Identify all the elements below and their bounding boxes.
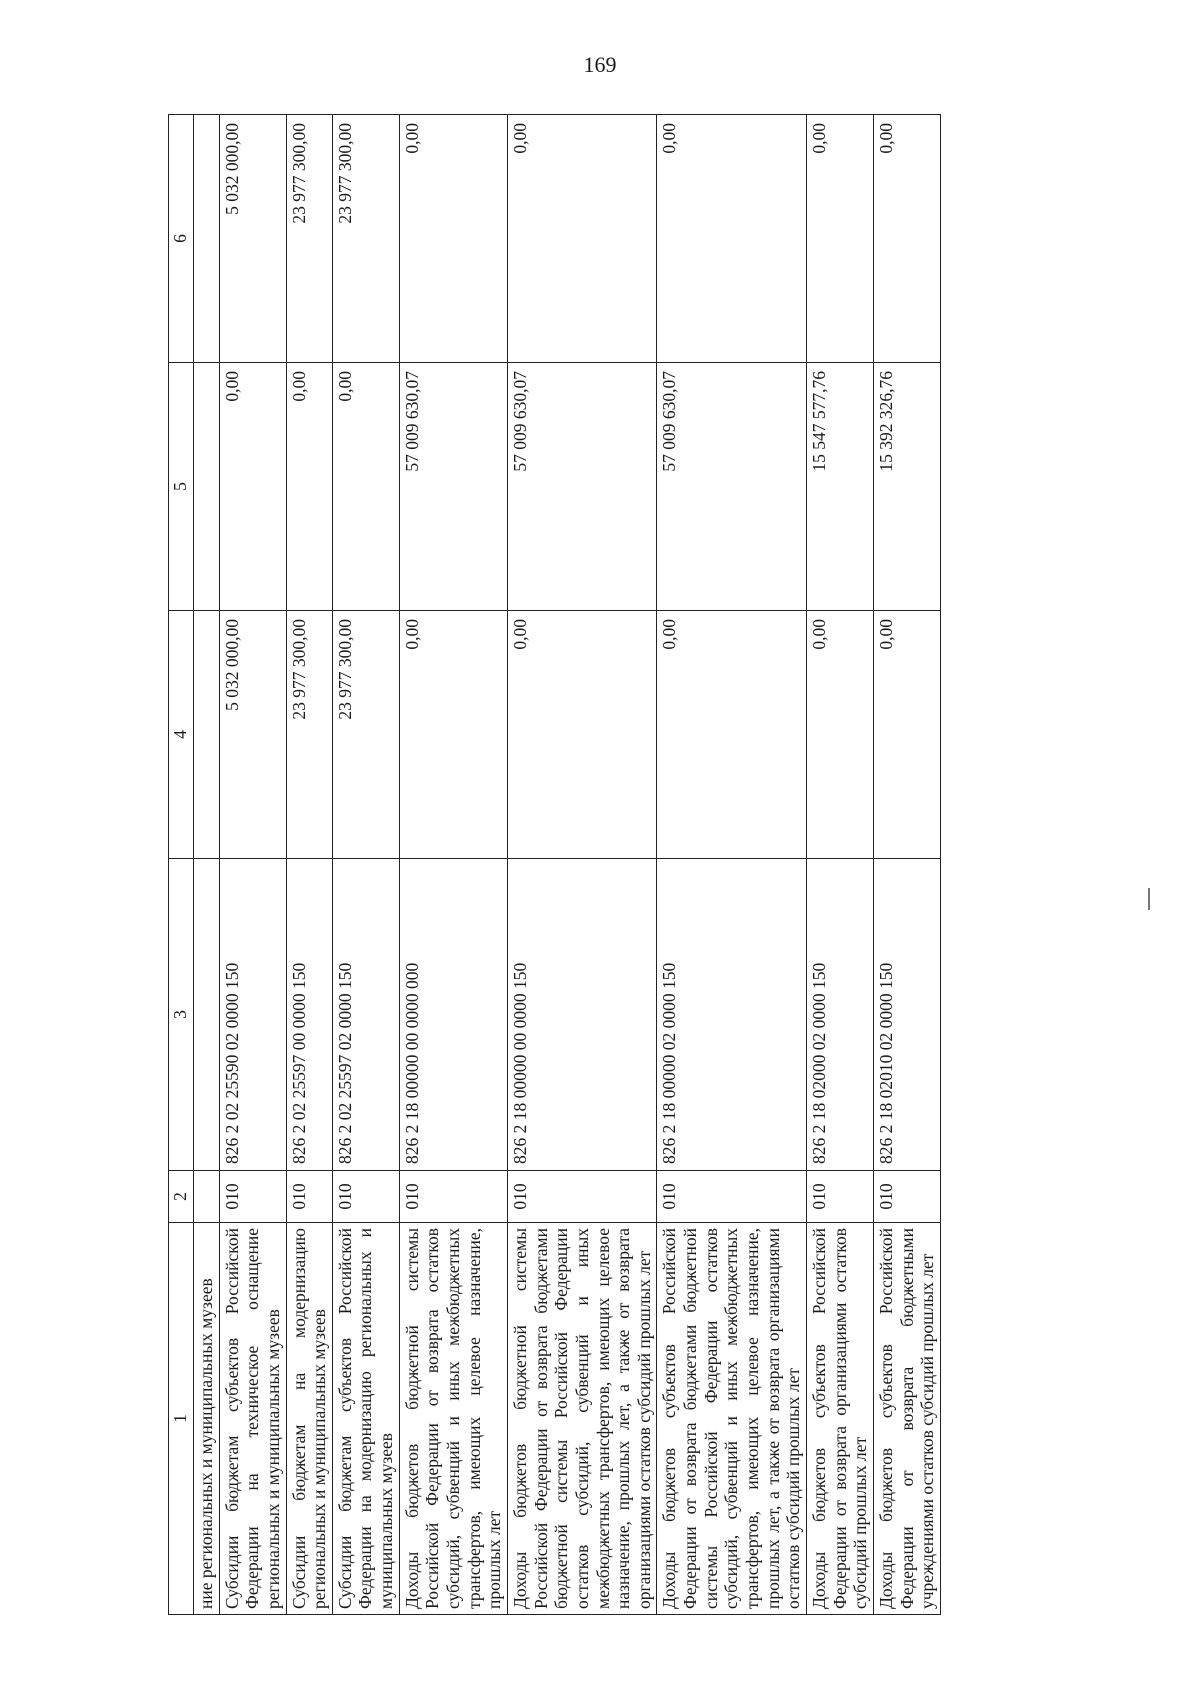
row-name: Субсидии бюджетам субъектов Российской Федерации на модернизацию региональных и муниципальных музеев	[332, 1223, 399, 1615]
col-header-6: 6	[169, 115, 194, 363]
row-name: Доходы бюджетов бюджетной системы Российской Федерации от возврата бюджетами бюджетной системы Российской Федерации остатков субсидий, субвенций и иных межбюджетных трансфертов, имеющих целевое назначение, прошлых лет, а также от возврата организациями остатков субсидий прошлых лет	[507, 1223, 656, 1615]
row-col6: 0,00	[657, 115, 806, 363]
row-col6: 0,00	[806, 115, 873, 363]
row-col5: 57 009 630,07	[657, 363, 806, 611]
row-kbk: 826 2 02 25597 00 0000 150	[286, 859, 332, 1171]
row-code: 010	[219, 1171, 286, 1223]
col-header-5: 5	[169, 363, 194, 611]
continuation-text: ние региональных и муниципальных музеев	[194, 1223, 220, 1615]
row-col4: 23 977 300,00	[332, 611, 399, 859]
continuation-row	[194, 115, 220, 1615]
row-code: 010	[332, 1171, 399, 1223]
row-code: 010	[806, 1171, 873, 1223]
row-col6: 0,00	[399, 115, 507, 363]
row-col6: 5 032 000,00	[219, 115, 286, 363]
row-col4: 0,00	[873, 611, 940, 859]
row-code: 010	[507, 1171, 656, 1223]
col-header-1: 1	[169, 1223, 194, 1615]
table-row	[286, 115, 332, 1615]
col-header-2: 2	[169, 1171, 194, 1223]
row-name: Доходы бюджетов бюджетной системы Российской Федерации от возврата остатков субсидий, субвенций и иных межбюджетных трансфертов, имеющих целевое назначение, прошлых лет	[399, 1223, 507, 1615]
table-row	[507, 115, 656, 1615]
col-header-3: 3	[169, 859, 194, 1171]
row-col5: 57 009 630,07	[507, 363, 656, 611]
row-kbk: 826 2 18 02010 02 0000 150	[873, 859, 940, 1171]
row-kbk: 826 2 18 00000 02 0000 150	[657, 859, 806, 1171]
row-col4: 0,00	[657, 611, 806, 859]
budget-table-rotated	[168, 115, 1108, 1615]
row-code: 010	[873, 1171, 940, 1223]
budget-table	[168, 114, 941, 1615]
table-row	[657, 115, 806, 1615]
row-kbk: 826 2 18 00000 00 0000 000	[399, 859, 507, 1171]
row-col6: 23 977 300,00	[332, 115, 399, 363]
row-col5: 0,00	[332, 363, 399, 611]
table-row	[219, 115, 286, 1615]
table-row	[332, 115, 399, 1615]
row-col6: 0,00	[507, 115, 656, 363]
table-row	[399, 115, 507, 1615]
row-kbk: 826 2 02 25590 02 0000 150	[219, 859, 286, 1171]
row-col5: 0,00	[219, 363, 286, 611]
header-row	[169, 115, 194, 1615]
row-kbk: 826 2 18 02000 02 0000 150	[806, 859, 873, 1171]
row-code: 010	[657, 1171, 806, 1223]
table-row	[873, 115, 940, 1615]
row-col5: 15 547 577,76	[806, 363, 873, 611]
page-number: 169	[583, 52, 617, 77]
row-name: Доходы бюджетов субъектов Российской Федерации от возврата бюджетными учреждениями остатков субсидий прошлых лет	[873, 1223, 940, 1615]
row-col6: 23 977 300,00	[286, 115, 332, 363]
row-name: Доходы бюджетов субъектов Российской Федерации от возврата бюджетами бюджетной системы Российской Федерации остатков субсидий, субвенций и иных межбюджетных трансфертов, имеющих целевое назначение, прошлых лет, а также от возврата организациями остатков субсидий прошлых лет	[657, 1223, 806, 1615]
scan-mark	[1148, 888, 1150, 910]
row-col4: 0,00	[507, 611, 656, 859]
row-col5: 57 009 630,07	[399, 363, 507, 611]
row-code: 010	[286, 1171, 332, 1223]
row-col4: 0,00	[806, 611, 873, 859]
row-kbk: 826 2 02 25597 02 0000 150	[332, 859, 399, 1171]
col-header-4: 4	[169, 611, 194, 859]
row-name: Доходы бюджетов субъектов Российской Федерации от возврата организациями остатков субсидий прошлых лет	[806, 1223, 873, 1615]
row-col5: 15 392 326,76	[873, 363, 940, 611]
row-kbk: 826 2 18 00000 00 0000 150	[507, 859, 656, 1171]
row-col5: 0,00	[286, 363, 332, 611]
row-col4: 5 032 000,00	[219, 611, 286, 859]
table-row	[806, 115, 873, 1615]
row-name: Субсидии бюджетам субъектов Российской Федерации на техническое оснащение региональных и муниципальных музеев	[219, 1223, 286, 1615]
row-name: Субсидии бюджетам на модернизацию региональных и муниципальных музеев	[286, 1223, 332, 1615]
row-col6: 0,00	[873, 115, 940, 363]
row-col4: 23 977 300,00	[286, 611, 332, 859]
row-code: 010	[399, 1171, 507, 1223]
row-col4: 0,00	[399, 611, 507, 859]
